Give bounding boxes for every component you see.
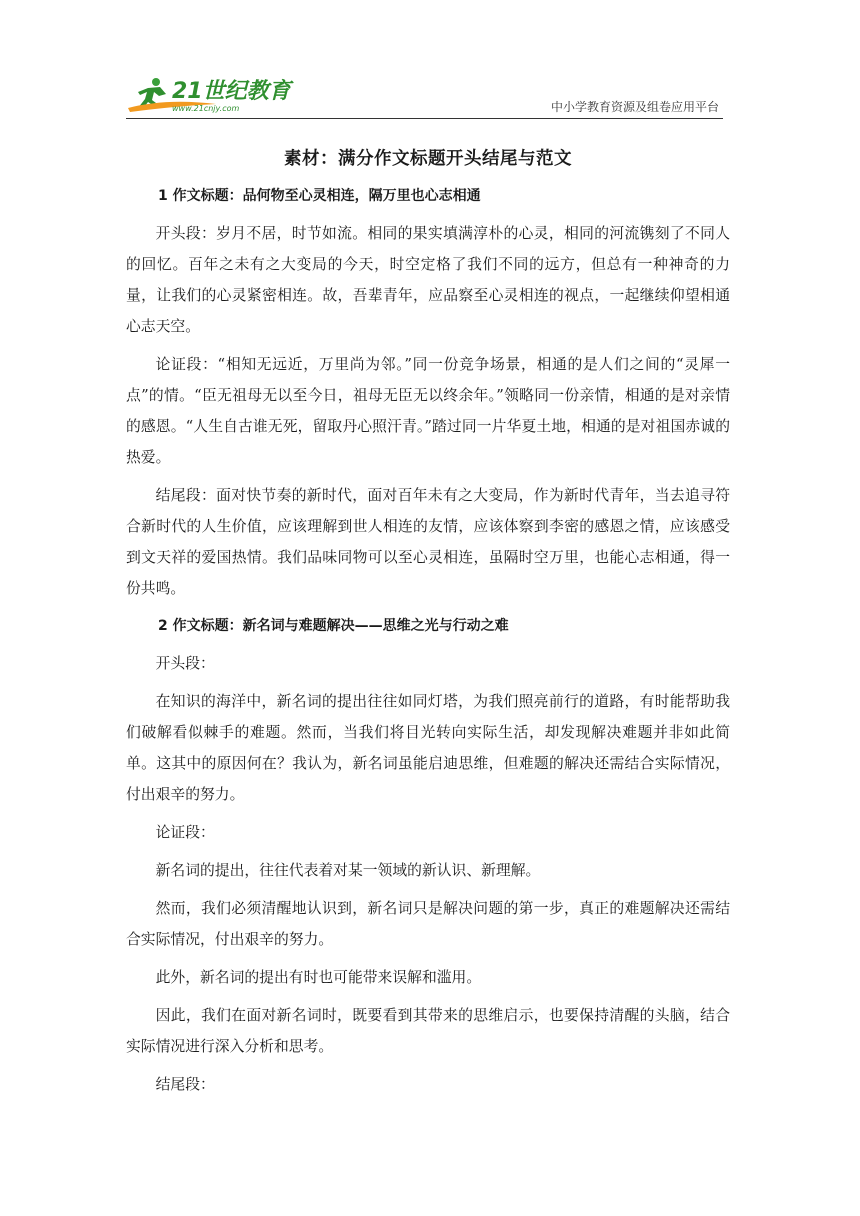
document-title: 素材：满分作文标题开头结尾与范文 [284, 149, 572, 169]
svg-text:www.21cnjy.com: www.21cnjy.com [172, 104, 240, 113]
paragraph-label: 结尾段： [155, 1076, 215, 1093]
section-heading-2: 2 作文标题：新名词与难题解决——思维之光与行动之难 [158, 618, 509, 634]
paragraph-label: 论证段： [155, 824, 215, 841]
paragraph: 结尾段：面对快节奏的新时代，面对百年未有之大变局，作为新时代青年，当去追寻符合新时代的人生价值，应该理解到世人相连的友情，应该体察到李密的感恩之情，应该感受到文天祥的爱国热情。我们品味同物可以至心灵相连，虽隔时空万里，也能心志相通，得一份共鸣。 [126, 487, 730, 597]
document-body [126, 140, 730, 1107]
svg-text:21世纪教育: 21世纪教育 [172, 79, 291, 104]
logo-graphic [126, 68, 296, 118]
paragraph: 开头段：岁月不居，时节如流。相同的果实填满淳朴的心灵，相同的河流镌刻了不同人的回忆。百年之未有之大变局的今天，时空定格了我们不同的远方，但总有一种神奇的力量，让我们的心灵紧密相连。故，吾辈青年，应品察至心灵相连的视点，一起继续仰望相通心志天空。 [126, 225, 730, 335]
paragraph: 在知识的海洋中，新名词的提出往往如同灯塔，为我们照亮前行的道路，有时能帮助我们破解看似棘手的难题。然而，当我们将目光转向实际生活，却发现解决难题并非如此简单。这其中的原因何在？我认为，新名词虽能启迪思维，但难题的解决还需结合实际情况，付出艰辛的努力。 [126, 693, 730, 803]
section-heading-1: 1 作文标题：品何物至心灵相连，隔万里也心志相通 [158, 188, 481, 204]
page-header [126, 68, 723, 119]
paragraph-label: 开头段： [155, 655, 215, 672]
paragraph: 因此，我们在面对新名词时，既要看到其带来的思维启示，也要保持清醒的头脑，结合实际情况进行深入分析和思考。 [126, 1007, 730, 1055]
paragraph: 论证段：“相知无远近，万里尚为邻。”同一份竞争场景，相通的是人们之间的“灵犀一点”的情。“臣无祖母无以至今日，祖母无臣无以终余年。”领略同一份亲情，相通的是对亲情的感恩。“人生自古谁无死，留取丹心照汗青。”踏过同一片华夏土地，相通的是对祖国赤诚的热爱。 [126, 356, 730, 466]
logo [126, 68, 296, 118]
paragraph: 新名词的提出，往往代表着对某一领域的新认识、新理解。 [155, 862, 541, 879]
paragraph: 然而，我们必须清醒地认识到，新名词只是解决问题的第一步，真正的难题解决还需结合实际情况，付出艰辛的努力。 [126, 900, 730, 948]
paragraph: 此外，新名词的提出有时也可能带来误解和滥用。 [155, 969, 482, 986]
platform-name: 中小学教育资源及组卷应用平台 [550, 100, 719, 114]
